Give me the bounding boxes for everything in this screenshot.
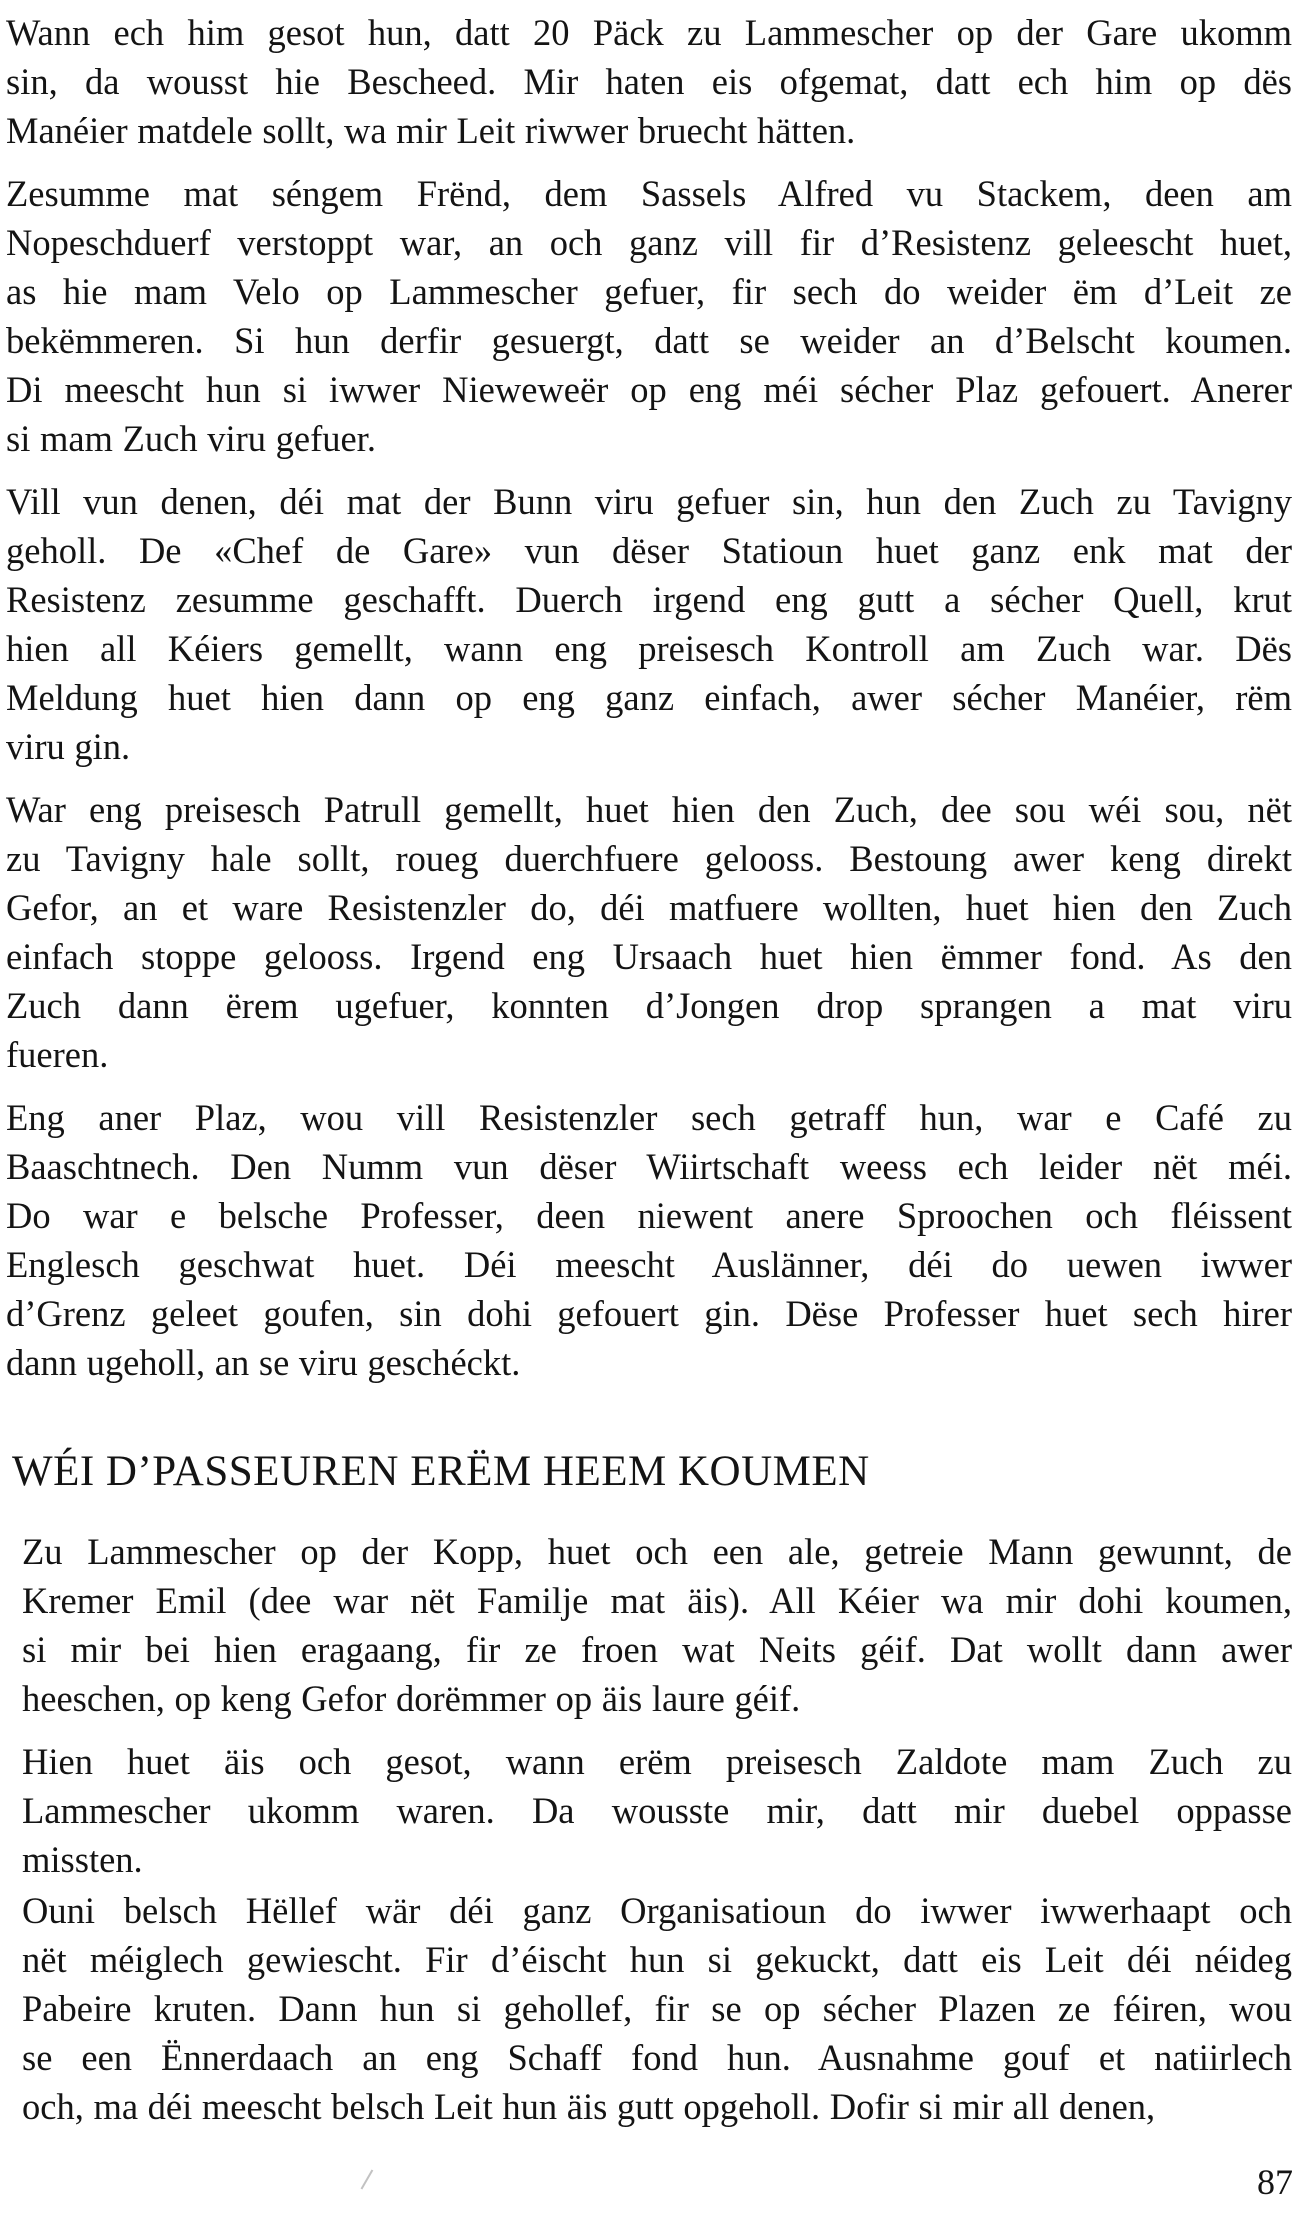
- paragraph: [6, 8, 1292, 155]
- text-line: Englesch geschwat huet. Déi meescht Auslänner, déi do uewen iwwer: [6, 1244, 1292, 1285]
- text-line: och, ma déi meescht belsch Leit hun äis gutt opgeholl. Dofir si mir all denen,: [22, 2086, 1156, 2127]
- text-line: zu Tavigny hale sollt, roueg duerchfuere gelooss. Bestoung awer keng direkt: [6, 838, 1292, 879]
- text-line: geholl. De «Chef de Gare» vun dëser Statioun huet ganz enk mat der: [6, 530, 1292, 571]
- text-line: Nopeschduerf verstoppt war, an och ganz vill fir d’Resistenz geleescht huet,: [6, 222, 1292, 263]
- paragraph: [6, 169, 1292, 463]
- text-line: Meldung huet hien dann op eng ganz einfach, awer sécher Manéier, rëm: [6, 677, 1292, 718]
- paragraph: [22, 1737, 1292, 1884]
- text-line: as hie mam Velo op Lammescher gefuer, fir sech do weider ëm d’Leit ze: [6, 271, 1292, 312]
- text-line: Gefor, an et ware Resistenzler do, déi matfuere wollten, huet hien den Zuch: [6, 887, 1292, 928]
- text-line: Vill vun denen, déi mat der Bunn viru gefuer sin, hun den Zuch zu Tavigny: [6, 481, 1292, 522]
- text-line: Do war e belsche Professer, deen niewent anere Sproochen och fléissent: [6, 1195, 1292, 1236]
- text-line: Manéier matdele sollt, wa mir Leit riwwer bruecht hätten.: [6, 110, 856, 151]
- text-line: missten.: [22, 1839, 143, 1880]
- paragraph: [22, 1886, 1292, 2131]
- text-line: hien all Kéiers gemellt, wann eng preisesch Kontroll am Zuch war. Dës: [6, 628, 1292, 669]
- text-line: Di meescht hun si iwwer Nieweweër op eng méi sécher Plaz gefouert. Anerer: [6, 369, 1292, 410]
- text-line: Wann ech him gesot hun, datt 20 Päck zu Lammescher op der Gare ukomm: [6, 12, 1292, 53]
- text-line: Zu Lammescher op der Kopp, huet och een ale, getreie Mann gewunnt, de: [22, 1531, 1292, 1572]
- text-line: se een Ënnerdaach an eng Schaff fond hun. Ausnahme gouf et natiirlech: [22, 2037, 1292, 2078]
- text-line: sin, da wousst hie Bescheed. Mir haten eis ofgemat, datt ech him op dës: [6, 61, 1292, 102]
- text-line: einfach stoppe gelooss. Irgend eng Ursaach huet hien ëmmer fond. As den: [6, 936, 1292, 977]
- text-line: viru gin.: [6, 726, 131, 767]
- text-line: Pabeire kruten. Dann hun si gehollef, fir se op sécher Plazen ze féiren, wou: [22, 1988, 1292, 2029]
- paragraph: [6, 1093, 1292, 1387]
- text-line: Resistenz zesumme geschafft. Duerch irgend eng gutt a sécher Quell, krut: [6, 579, 1292, 620]
- page-number: 87: [1257, 2162, 1293, 2202]
- text-line: si mam Zuch viru gefuer.: [6, 418, 376, 459]
- paragraph: [6, 477, 1292, 771]
- paragraph: [6, 785, 1292, 1079]
- section-heading: WÉI D’PASSEUREN ERËM HEEM KOUMEN: [12, 1448, 870, 1495]
- text-line: Baaschtnech. Den Numm vun dëser Wiirtschaft weess ech leider nët méi.: [6, 1146, 1292, 1187]
- text-column-bottom: [22, 1527, 1292, 2131]
- text-line: Lammescher ukomm waren. Da wousste mir, datt mir duebel oppasse: [22, 1790, 1292, 1831]
- text-column-top: [6, 8, 1292, 1387]
- text-line: bekëmmeren. Si hun derfir gesuergt, datt se weider an d’Belscht koumen.: [6, 320, 1292, 361]
- text-line: nët méiglech gewiescht. Fir d’éischt hun si gekuckt, datt eis Leit déi néideg: [22, 1939, 1292, 1980]
- text-line: Hien huet äis och gesot, wann erëm preisesch Zaldote mam Zuch zu: [22, 1741, 1292, 1782]
- text-line: heeschen, op keng Gefor dorëmmer op äis laure géif.: [22, 1678, 801, 1719]
- text-line: si mir bei hien eragaang, fir ze froen wat Neits géif. Dat wollt dann awer: [22, 1629, 1292, 1670]
- scan-artifact-mark: [361, 2169, 386, 2196]
- text-line: Kremer Emil (dee war nët Familje mat äis). All Kéier wa mir dohi koumen,: [22, 1580, 1292, 1621]
- text-line: Zuch dann ërem ugefuer, konnten d’Jongen drop sprangen a mat viru: [6, 985, 1292, 1026]
- text-line: dann ugeholl, an se viru geschéckt.: [6, 1342, 521, 1383]
- text-line: Ouni belsch Hëllef wär déi ganz Organisatioun do iwwer iwwerhaapt och: [22, 1890, 1292, 1931]
- text-line: Zesumme mat séngem Frënd, dem Sassels Alfred vu Stackem, deen am: [6, 173, 1292, 214]
- paragraph: [22, 1527, 1292, 1723]
- text-line: War eng preisesch Patrull gemellt, huet hien den Zuch, dee sou wéi sou, nët: [6, 789, 1292, 830]
- text-line: d’Grenz geleet goufen, sin dohi gefouert gin. Dëse Professer huet sech hirer: [6, 1293, 1292, 1334]
- text-line: fueren.: [6, 1034, 109, 1075]
- text-line: Eng aner Plaz, wou vill Resistenzler sech getraff hun, war e Café zu: [6, 1097, 1292, 1138]
